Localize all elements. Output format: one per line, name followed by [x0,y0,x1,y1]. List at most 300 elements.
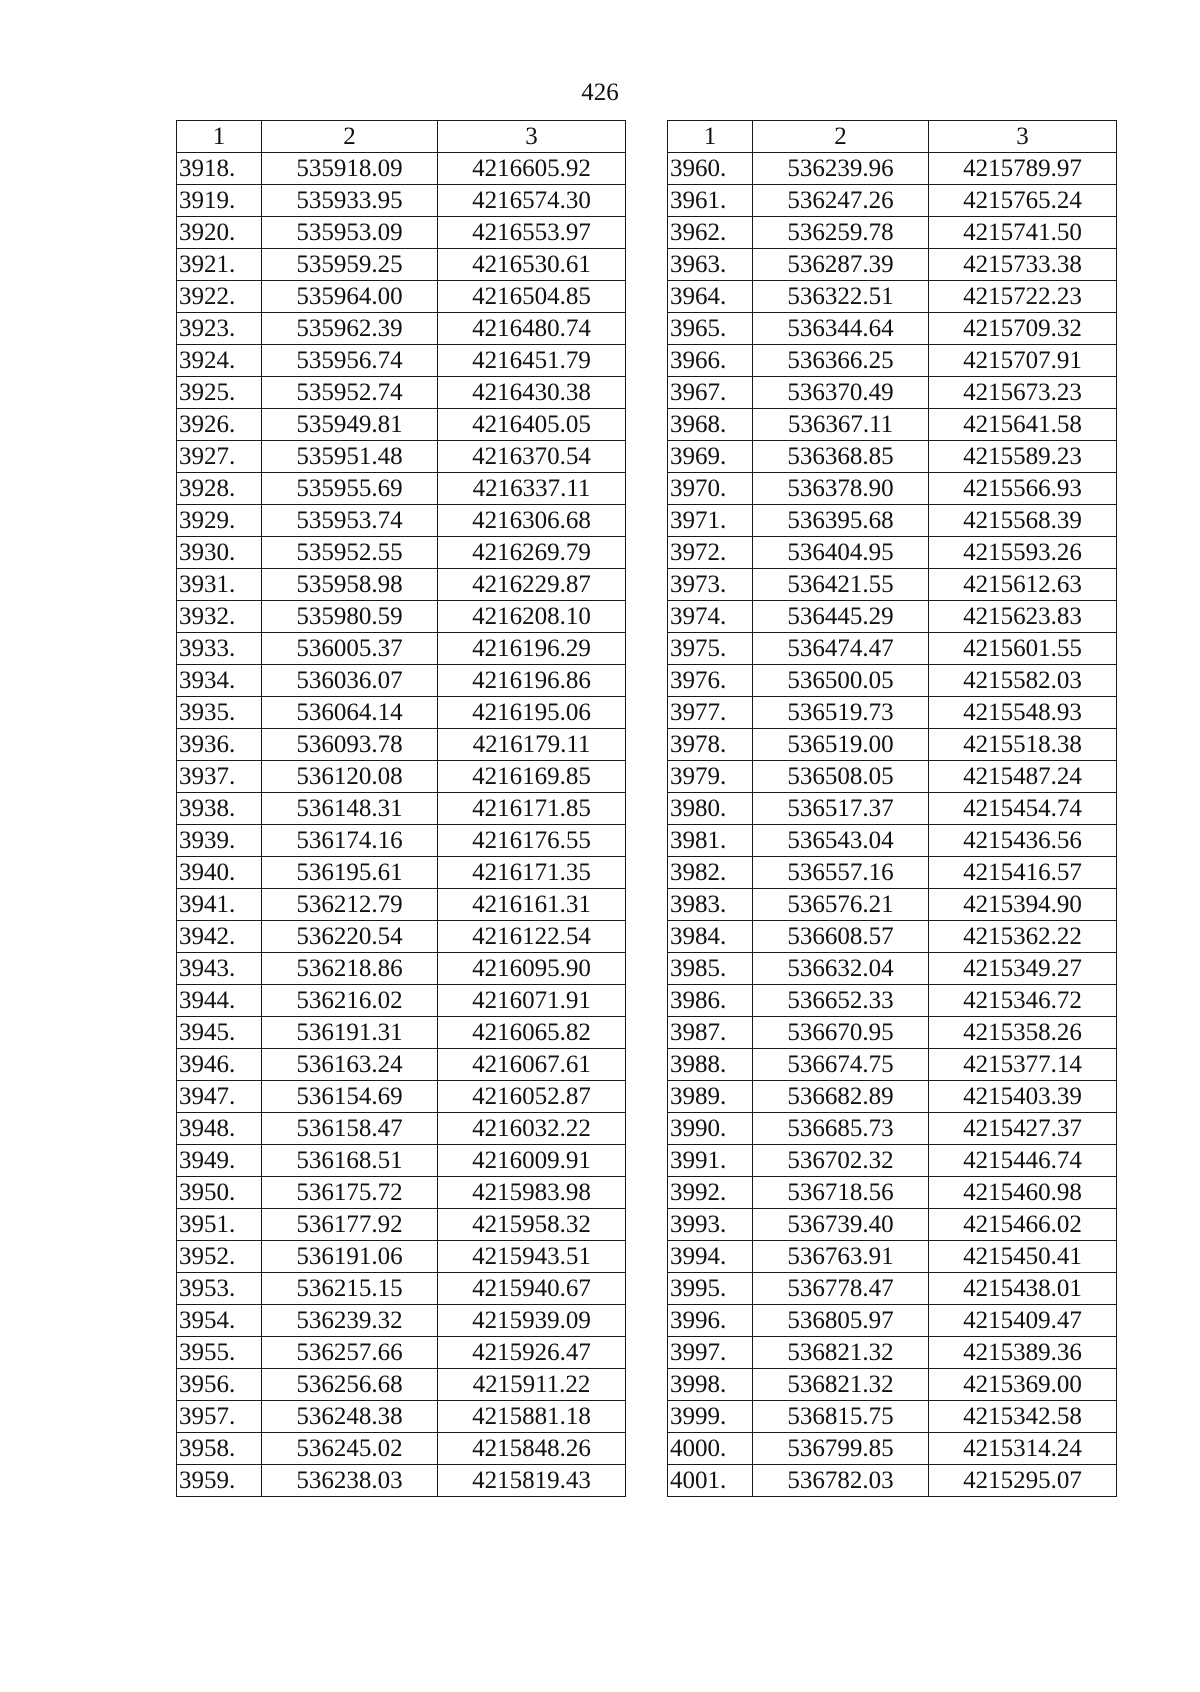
point-number-cell: 3949. [177,1145,262,1177]
x-coordinate-cell: 536421.55 [753,569,929,601]
table-row [177,953,626,985]
y-coordinate-cell: 4215446.74 [929,1145,1117,1177]
column-header: 3 [438,121,626,153]
x-coordinate-cell: 536245.02 [262,1433,438,1465]
table-row [668,857,1117,889]
point-number-cell: 3983. [668,889,753,921]
x-coordinate-cell: 535949.81 [262,409,438,441]
x-coordinate-cell: 536287.39 [753,249,929,281]
y-coordinate-cell: 4215487.24 [929,761,1117,793]
table-row [177,537,626,569]
x-coordinate-cell: 536718.56 [753,1177,929,1209]
point-number-cell: 3970. [668,473,753,505]
y-coordinate-cell: 4215403.39 [929,1081,1117,1113]
point-number-cell: 3918. [177,153,262,185]
y-coordinate-cell: 4215295.07 [929,1465,1117,1497]
point-number-cell: 4001. [668,1465,753,1497]
y-coordinate-cell: 4216169.85 [438,761,626,793]
table-row [668,1465,1117,1497]
table-row [177,729,626,761]
y-coordinate-cell: 4216574.30 [438,185,626,217]
x-coordinate-cell: 536404.95 [753,537,929,569]
x-coordinate-cell: 536685.73 [753,1113,929,1145]
point-number-cell: 3973. [668,569,753,601]
point-number-cell: 3931. [177,569,262,601]
table-row [668,953,1117,985]
y-coordinate-cell: 4216009.91 [438,1145,626,1177]
point-number-cell: 3926. [177,409,262,441]
x-coordinate-cell: 536120.08 [262,761,438,793]
point-number-cell: 3985. [668,953,753,985]
x-coordinate-cell: 536158.47 [262,1113,438,1145]
table-row [668,249,1117,281]
y-coordinate-cell: 4216208.10 [438,601,626,633]
y-coordinate-cell: 4215416.57 [929,857,1117,889]
y-coordinate-cell: 4215958.32 [438,1209,626,1241]
x-coordinate-cell: 536163.24 [262,1049,438,1081]
table-row [177,825,626,857]
point-number-cell: 3934. [177,665,262,697]
table-row [177,1113,626,1145]
table-row [177,1081,626,1113]
x-coordinate-cell: 536177.92 [262,1209,438,1241]
x-coordinate-cell: 536148.31 [262,793,438,825]
table-row [177,345,626,377]
x-coordinate-cell: 535964.00 [262,281,438,313]
x-coordinate-cell: 536257.66 [262,1337,438,1369]
point-number-cell: 3997. [668,1337,753,1369]
table-row [177,1017,626,1049]
point-number-cell: 3928. [177,473,262,505]
table-row [177,1209,626,1241]
table-row [668,1113,1117,1145]
y-coordinate-cell: 4216095.90 [438,953,626,985]
x-coordinate-cell: 536682.89 [753,1081,929,1113]
x-coordinate-cell: 536805.97 [753,1305,929,1337]
point-number-cell: 3998. [668,1369,753,1401]
y-coordinate-cell: 4216196.29 [438,633,626,665]
point-number-cell: 3950. [177,1177,262,1209]
y-coordinate-cell: 4215450.41 [929,1241,1117,1273]
y-coordinate-cell: 4215582.03 [929,665,1117,697]
x-coordinate-cell: 536821.32 [753,1337,929,1369]
x-coordinate-cell: 536632.04 [753,953,929,985]
point-number-cell: 3958. [177,1433,262,1465]
table-row [668,793,1117,825]
table-row [668,217,1117,249]
point-number-cell: 3995. [668,1273,753,1305]
x-coordinate-cell: 536220.54 [262,921,438,953]
x-coordinate-cell: 536175.72 [262,1177,438,1209]
y-coordinate-cell: 4215601.55 [929,633,1117,665]
point-number-cell: 3971. [668,505,753,537]
table-row [177,473,626,505]
x-coordinate-cell: 536821.32 [753,1369,929,1401]
y-coordinate-cell: 4215427.37 [929,1113,1117,1145]
x-coordinate-cell: 536445.29 [753,601,929,633]
table-row [668,1145,1117,1177]
y-coordinate-cell: 4215436.56 [929,825,1117,857]
point-number-cell: 3982. [668,857,753,889]
y-coordinate-cell: 4216196.86 [438,665,626,697]
point-number-cell: 3986. [668,985,753,1017]
y-coordinate-cell: 4216605.92 [438,153,626,185]
x-coordinate-cell: 536248.38 [262,1401,438,1433]
table-row [177,857,626,889]
y-coordinate-cell: 4216032.22 [438,1113,626,1145]
y-coordinate-cell: 4215707.91 [929,345,1117,377]
point-number-cell: 3965. [668,313,753,345]
x-coordinate-cell: 536799.85 [753,1433,929,1465]
y-coordinate-cell: 4215881.18 [438,1401,626,1433]
y-coordinate-cell: 4215362.22 [929,921,1117,953]
point-number-cell: 3972. [668,537,753,569]
point-number-cell: 3927. [177,441,262,473]
y-coordinate-cell: 4216171.35 [438,857,626,889]
point-number-cell: 3940. [177,857,262,889]
x-coordinate-cell: 536239.96 [753,153,929,185]
point-number-cell: 3977. [668,697,753,729]
y-coordinate-cell: 4216480.74 [438,313,626,345]
table-row [668,1305,1117,1337]
y-coordinate-cell: 4216504.85 [438,281,626,313]
table-row [177,377,626,409]
x-coordinate-cell: 536370.49 [753,377,929,409]
x-coordinate-cell: 536239.32 [262,1305,438,1337]
table-row [668,345,1117,377]
y-coordinate-cell: 4215722.23 [929,281,1117,313]
y-coordinate-cell: 4215943.51 [438,1241,626,1273]
y-coordinate-cell: 4215593.26 [929,537,1117,569]
point-number-cell: 3925. [177,377,262,409]
point-number-cell: 3946. [177,1049,262,1081]
x-coordinate-cell: 536608.57 [753,921,929,953]
table-row [177,1049,626,1081]
y-coordinate-cell: 4215612.63 [929,569,1117,601]
table-row [177,1369,626,1401]
y-coordinate-cell: 4216052.87 [438,1081,626,1113]
table-row [177,1273,626,1305]
table-row [177,409,626,441]
y-coordinate-cell: 4216067.61 [438,1049,626,1081]
x-coordinate-cell: 535951.48 [262,441,438,473]
x-coordinate-cell: 536368.85 [753,441,929,473]
table-row [668,505,1117,537]
table-header-row [177,121,626,153]
table-row [177,665,626,697]
x-coordinate-cell: 536782.03 [753,1465,929,1497]
x-coordinate-cell: 536322.51 [753,281,929,313]
table-row [177,249,626,281]
point-number-cell: 3953. [177,1273,262,1305]
table-row [668,921,1117,953]
x-coordinate-cell: 536543.04 [753,825,929,857]
x-coordinate-cell: 536366.25 [753,345,929,377]
table-row [177,1337,626,1369]
point-number-cell: 3974. [668,601,753,633]
coordinates-table-right [667,120,1117,1497]
x-coordinate-cell: 535958.98 [262,569,438,601]
x-coordinate-cell: 535955.69 [262,473,438,505]
y-coordinate-cell: 4215939.09 [438,1305,626,1337]
column-header: 1 [177,121,262,153]
column-header: 1 [668,121,753,153]
point-number-cell: 3980. [668,793,753,825]
table-row [177,441,626,473]
x-coordinate-cell: 536195.61 [262,857,438,889]
point-number-cell: 3978. [668,729,753,761]
x-coordinate-cell: 535953.74 [262,505,438,537]
y-coordinate-cell: 4216405.05 [438,409,626,441]
table-row [668,313,1117,345]
table-row [668,665,1117,697]
point-number-cell: 3984. [668,921,753,953]
point-number-cell: 3981. [668,825,753,857]
point-number-cell: 3933. [177,633,262,665]
table-row [668,569,1117,601]
point-number-cell: 3945. [177,1017,262,1049]
y-coordinate-cell: 4215358.26 [929,1017,1117,1049]
x-coordinate-cell: 536216.02 [262,985,438,1017]
y-coordinate-cell: 4215566.93 [929,473,1117,505]
table-row [668,153,1117,185]
table-row [668,985,1117,1017]
y-coordinate-cell: 4215466.02 [929,1209,1117,1241]
x-coordinate-cell: 536036.07 [262,665,438,697]
y-coordinate-cell: 4215349.27 [929,953,1117,985]
x-coordinate-cell: 536517.37 [753,793,929,825]
table-row [668,537,1117,569]
table-row [668,1177,1117,1209]
table-row [177,1401,626,1433]
y-coordinate-cell: 4216306.68 [438,505,626,537]
y-coordinate-cell: 4215819.43 [438,1465,626,1497]
table-row [668,601,1117,633]
y-coordinate-cell: 4215623.83 [929,601,1117,633]
point-number-cell: 3987. [668,1017,753,1049]
y-coordinate-cell: 4216553.97 [438,217,626,249]
point-number-cell: 3961. [668,185,753,217]
table-row [177,1241,626,1273]
point-number-cell: 3935. [177,697,262,729]
x-coordinate-cell: 536247.26 [753,185,929,217]
point-number-cell: 3930. [177,537,262,569]
point-number-cell: 3942. [177,921,262,953]
table-row [668,409,1117,441]
page-number: 426 [581,79,619,106]
x-coordinate-cell: 536218.86 [262,953,438,985]
point-number-cell: 3960. [668,153,753,185]
y-coordinate-cell: 4215314.24 [929,1433,1117,1465]
table-row [668,1273,1117,1305]
point-number-cell: 3959. [177,1465,262,1497]
y-coordinate-cell: 4215589.23 [929,441,1117,473]
y-coordinate-cell: 4215789.97 [929,153,1117,185]
y-coordinate-cell: 4216337.11 [438,473,626,505]
point-number-cell: 3991. [668,1145,753,1177]
y-coordinate-cell: 4216161.31 [438,889,626,921]
table-row [668,697,1117,729]
table-row [668,1369,1117,1401]
x-coordinate-cell: 536344.64 [753,313,929,345]
x-coordinate-cell: 535933.95 [262,185,438,217]
point-number-cell: 3936. [177,729,262,761]
table-row [668,889,1117,921]
point-number-cell: 3941. [177,889,262,921]
point-number-cell: 3993. [668,1209,753,1241]
y-coordinate-cell: 4216171.85 [438,793,626,825]
y-coordinate-cell: 4216229.87 [438,569,626,601]
x-coordinate-cell: 535980.59 [262,601,438,633]
x-coordinate-cell: 536367.11 [753,409,929,441]
y-coordinate-cell: 4216179.11 [438,729,626,761]
table-row [177,153,626,185]
x-coordinate-cell: 536474.47 [753,633,929,665]
table-row [668,1337,1117,1369]
y-coordinate-cell: 4215911.22 [438,1369,626,1401]
y-coordinate-cell: 4215733.38 [929,249,1117,281]
y-coordinate-cell: 4215369.00 [929,1369,1117,1401]
point-number-cell: 3979. [668,761,753,793]
x-coordinate-cell: 536500.05 [753,665,929,697]
table-row [177,1305,626,1337]
x-coordinate-cell: 536670.95 [753,1017,929,1049]
table-row [177,601,626,633]
table-row [668,1209,1117,1241]
table-row [177,1433,626,1465]
table-row [668,1081,1117,1113]
x-coordinate-cell: 535962.39 [262,313,438,345]
x-coordinate-cell: 536519.73 [753,697,929,729]
x-coordinate-cell: 536238.03 [262,1465,438,1497]
table-row [668,441,1117,473]
y-coordinate-cell: 4215983.98 [438,1177,626,1209]
y-coordinate-cell: 4216071.91 [438,985,626,1017]
point-number-cell: 3952. [177,1241,262,1273]
x-coordinate-cell: 535952.74 [262,377,438,409]
table-row [177,985,626,1017]
table-row [177,313,626,345]
table-row [177,793,626,825]
y-coordinate-cell: 4215940.67 [438,1273,626,1305]
x-coordinate-cell: 536174.16 [262,825,438,857]
point-number-cell: 3969. [668,441,753,473]
x-coordinate-cell: 535918.09 [262,153,438,185]
point-number-cell: 3957. [177,1401,262,1433]
x-coordinate-cell: 536674.75 [753,1049,929,1081]
table-row [668,1017,1117,1049]
point-number-cell: 3992. [668,1177,753,1209]
x-coordinate-cell: 536763.91 [753,1241,929,1273]
point-number-cell: 3989. [668,1081,753,1113]
y-coordinate-cell: 4215673.23 [929,377,1117,409]
point-number-cell: 3999. [668,1401,753,1433]
y-coordinate-cell: 4215346.72 [929,985,1117,1017]
point-number-cell: 3954. [177,1305,262,1337]
x-coordinate-cell: 536256.68 [262,1369,438,1401]
point-number-cell: 3976. [668,665,753,697]
table-row [668,1433,1117,1465]
point-number-cell: 3964. [668,281,753,313]
x-coordinate-cell: 536259.78 [753,217,929,249]
point-number-cell: 3990. [668,1113,753,1145]
table-row [177,633,626,665]
point-number-cell: 3919. [177,185,262,217]
table-row [668,1241,1117,1273]
y-coordinate-cell: 4215568.39 [929,505,1117,537]
point-number-cell: 3948. [177,1113,262,1145]
table-row [668,761,1117,793]
x-coordinate-cell: 535952.55 [262,537,438,569]
table-row [668,729,1117,761]
y-coordinate-cell: 4215926.47 [438,1337,626,1369]
point-number-cell: 3923. [177,313,262,345]
x-coordinate-cell: 536702.32 [753,1145,929,1177]
point-number-cell: 3966. [668,345,753,377]
point-number-cell: 3955. [177,1337,262,1369]
table-row [177,281,626,313]
table-row [177,889,626,921]
table-row [177,761,626,793]
y-coordinate-cell: 4215342.58 [929,1401,1117,1433]
point-number-cell: 3939. [177,825,262,857]
point-number-cell: 3968. [668,409,753,441]
y-coordinate-cell: 4216176.55 [438,825,626,857]
x-coordinate-cell: 535959.25 [262,249,438,281]
table-row [668,473,1117,505]
x-coordinate-cell: 536191.06 [262,1241,438,1273]
x-coordinate-cell: 536739.40 [753,1209,929,1241]
point-number-cell: 3988. [668,1049,753,1081]
x-coordinate-cell: 535956.74 [262,345,438,377]
table-row [668,377,1117,409]
table-row [177,217,626,249]
x-coordinate-cell: 536395.68 [753,505,929,537]
y-coordinate-cell: 4215409.47 [929,1305,1117,1337]
x-coordinate-cell: 536154.69 [262,1081,438,1113]
y-coordinate-cell: 4215394.90 [929,889,1117,921]
point-number-cell: 3996. [668,1305,753,1337]
table-row [177,1145,626,1177]
x-coordinate-cell: 536519.00 [753,729,929,761]
table-row [177,505,626,537]
table-row [668,1401,1117,1433]
y-coordinate-cell: 4215518.38 [929,729,1117,761]
y-coordinate-cell: 4216430.38 [438,377,626,409]
table-row [177,185,626,217]
y-coordinate-cell: 4215389.36 [929,1337,1117,1369]
y-coordinate-cell: 4215848.26 [438,1433,626,1465]
point-number-cell: 3937. [177,761,262,793]
point-number-cell: 3963. [668,249,753,281]
x-coordinate-cell: 536576.21 [753,889,929,921]
table-row [177,1465,626,1497]
x-coordinate-cell: 536191.31 [262,1017,438,1049]
y-coordinate-cell: 4215641.58 [929,409,1117,441]
y-coordinate-cell: 4216269.79 [438,537,626,569]
point-number-cell: 3947. [177,1081,262,1113]
x-coordinate-cell: 536652.33 [753,985,929,1017]
point-number-cell: 3956. [177,1369,262,1401]
x-coordinate-cell: 536212.79 [262,889,438,921]
y-coordinate-cell: 4215548.93 [929,697,1117,729]
table-row [668,185,1117,217]
coordinates-table-left [176,120,626,1497]
y-coordinate-cell: 4215438.01 [929,1273,1117,1305]
y-coordinate-cell: 4216370.54 [438,441,626,473]
x-coordinate-cell: 536508.05 [753,761,929,793]
column-header: 2 [262,121,438,153]
